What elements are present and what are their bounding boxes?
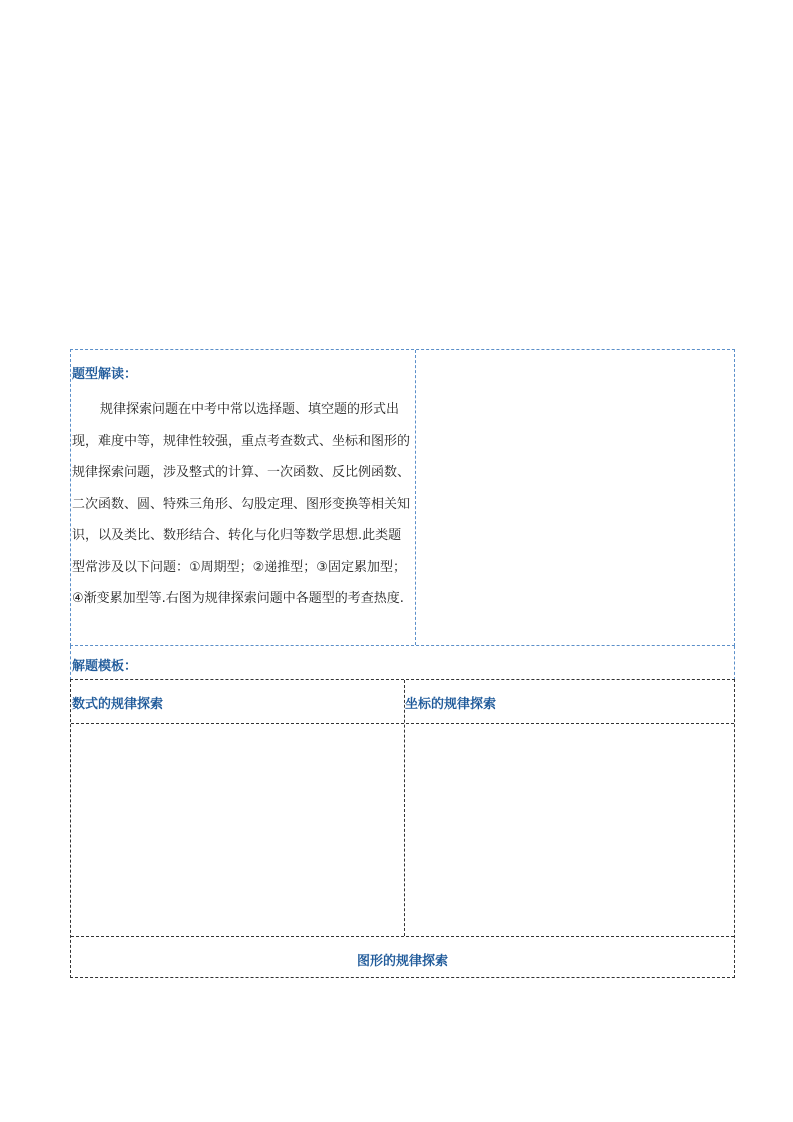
figure-pattern-title: 图形的规律探索 [356,954,448,969]
coordinate-pattern-title: 坐标的规律探索 [405,697,497,712]
table-row-divider [71,936,734,937]
table-row-divider [71,723,734,724]
template-heading-row [70,646,735,680]
template-heading: 解题模板： [72,659,138,674]
table-column-divider [404,680,405,936]
intro-block [70,349,735,646]
intro-heading: 题型解读： [72,367,138,382]
numeric-pattern-title: 数式的规律探索 [72,697,164,712]
template-table [70,679,735,978]
intro-chart-placeholder [416,350,734,645]
intro-text-cell [71,350,416,645]
intro-paragraph: 规律探索问题在中考中常以选择题、填空题的形式出现，难度中等，规律性较强，重点考查数式、坐标和图形的规律探索问题，涉及整式的计算、一次函数、反比例函数、二次函数、圆、特殊三角形、勾股定理、图形变换等相关知识，以及类比、数形结合、转化与化归等数学思想.此类题型常涉及以下问题：①周期型；②递推型；③固定累加型；④渐变累加型等.右图为规律探索问题中各题型的考查热度. [72,402,411,606]
